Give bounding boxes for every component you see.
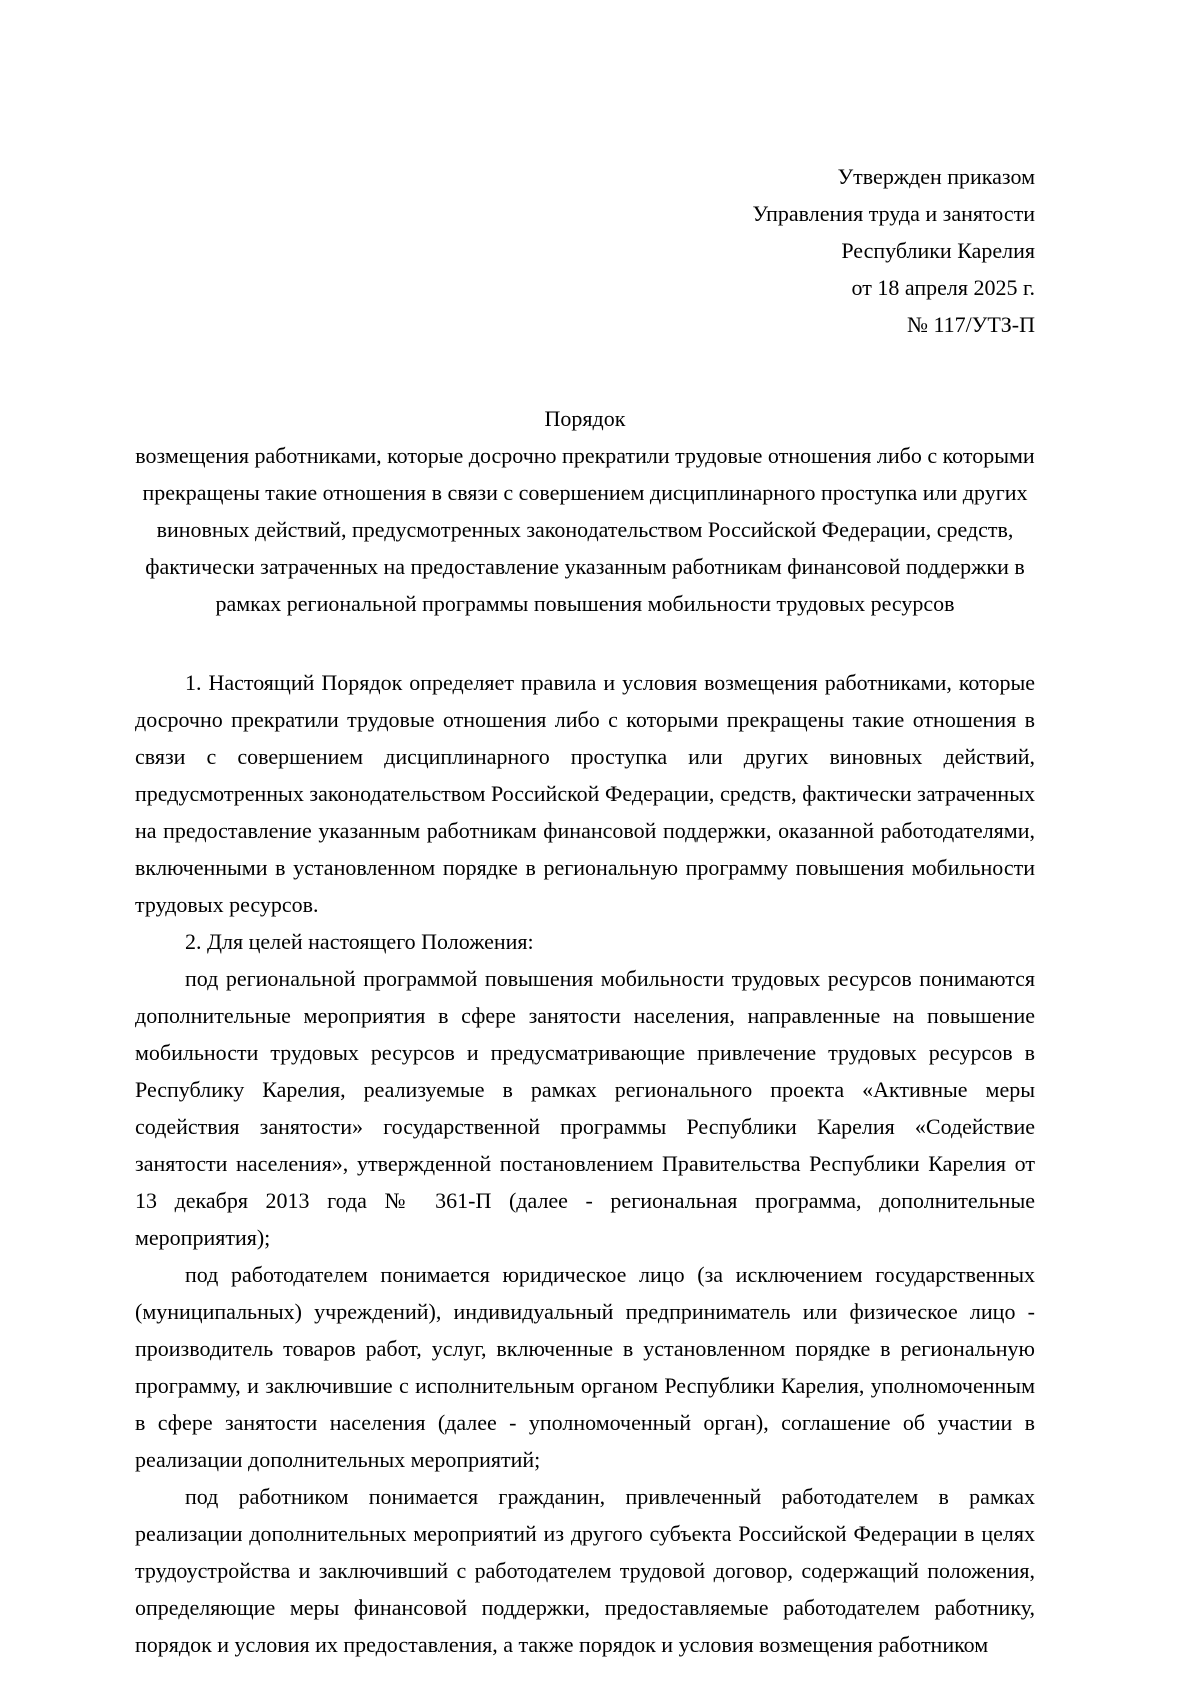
title-heading: Порядок (544, 406, 626, 431)
paragraph-4: под работодателем понимается юридическое лицо (за исключением государственных (муниципальных) учреждений), индивидуальный предприниматель или физическое лицо - производитель товаров работ, услуг, включенные в установленном порядке в региональную программу, и заключившие с исполнительным органом Республики Карелия, уполномоченным в сфере занятости населения (далее - уполномоченный орган), соглашение об участии в реализации дополнительных мероприятий; (135, 1262, 1035, 1472)
approval-block (135, 158, 1035, 343)
approval-line-4: от 18 апреля 2025 г. (851, 275, 1035, 300)
title-text: возмещения работниками, которые досрочно прекратили трудовые отношения либо с которыми прекращены такие отношения в связи с совершением дисциплинарного проступка или других виновных действий, предусмотренных законодательством Российской Федерации, средств, фактически затраченных на предоставление указанным работникам финансовой поддержки в рамках региональной программы повышения мобильности трудовых ресурсов (135, 443, 1035, 616)
paragraph-2: 2. Для целей настоящего Положения: (185, 929, 534, 954)
approval-line-5: № 117/УТЗ-П (906, 312, 1035, 337)
approval-line-3: Республики Карелия (841, 238, 1035, 263)
paragraph-1: 1. Настоящий Порядок определяет правила и условия возмещения работниками, которые досрочно прекратили трудовые отношения либо с которыми прекращены такие отношения в связи с совершением дисциплинарного проступка или других виновных действий, предусмотренных законодательством Российской Федерации, средств, фактически затраченных на предоставление указанным работникам финансовой поддержки, оказанной работодателями, включенными в установленном порядке в региональную программу повышения мобильности трудовых ресурсов. (135, 670, 1035, 917)
approval-line-2: Управления труда и занятости (752, 201, 1035, 226)
paragraph-3: под региональной программой повышения мобильности трудовых ресурсов понимаются дополнительные мероприятия в сфере занятости населения, направленные на повышение мобильности трудовых ресурсов и предусматривающие привлечение трудовых ресурсов в Республику Карелия, реализуемые в рамках регионального проекта «Активные меры содействия занятости» государственной программы Республики Карелия «Содействие занятости населения», утвержденной постановлением Правительства Республики Карелия от 13 декабря 2013 года № 361-П (далее - региональная программа, дополнительные мероприятия); (135, 966, 1035, 1250)
approval-line-1: Утвержден приказом (837, 164, 1035, 189)
document-title (135, 400, 1035, 622)
document-body (135, 664, 1035, 1663)
paragraph-5: под работником понимается гражданин, привлеченный работодателем в рамках реализации дополнительных мероприятий из другого субъекта Российской Федерации в целях трудоустройства и заключивший с работодателем трудовой договор, содержащий положения, определяющие меры финансовой поддержки, предоставляемые работодателем работнику, порядок и условия их предоставления, а также порядок и условия возмещения работником (135, 1484, 1035, 1657)
